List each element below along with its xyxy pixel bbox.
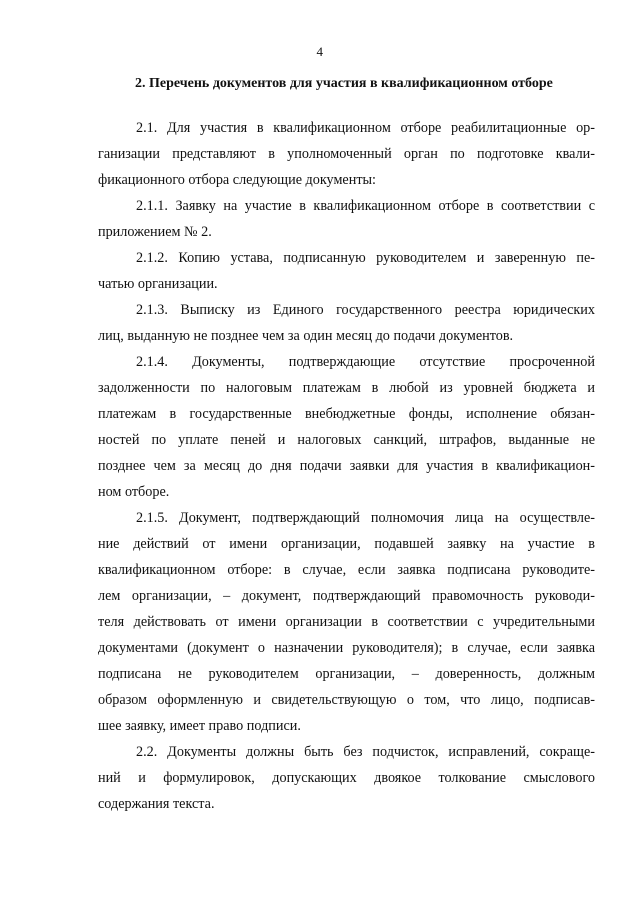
text-line: образом оформленную и свидетельствующую о том, что лицо, подписав- [98,692,595,708]
section-heading: 2. Перечень документов для участия в квалификационном отборе [135,76,553,91]
page-number: 4 [316,44,324,59]
text-line: подписана не руководителем организации, – доверенность, должным [98,666,595,682]
text-line: теля действовать от имени организации в соответствии с учредительными [98,614,595,630]
text-line: задолженности по налоговым платежам в любой из уровней бюджета и [98,380,595,396]
text-line: содержания текста. [98,796,215,812]
text-line: лем организации, – документ, подтверждающий правомочность руководи- [98,588,595,604]
text-line: 2.1.3. Выписку из Единого государственного реестра юридических [136,302,595,318]
text-line: ние действий от имени организации, подавшей заявку на участие в [98,536,595,552]
text-line: приложением № 2. [98,224,212,240]
text-line: фикационного отбора следующие документы: [98,172,376,188]
text-line: квалификационном отборе: в случае, если заявка подписана руководите- [98,562,595,578]
text-line: ний и формулировок, допускающих двоякое толкование смыслового [98,770,595,786]
text-line: позднее чем за месяц до дня подачи заявки для участия в квалификацион- [98,458,595,474]
text-line: 2.1.2. Копию устава, подписанную руководителем и заверенную пе- [136,250,595,266]
text-line: 2.1. Для участия в квалификационном отборе реабилитационные ор- [136,120,595,136]
text-line: 2.2. Документы должны быть без подчисток, исправлений, сокраще- [136,744,595,760]
text-line: лиц, выданную не позднее чем за один месяц до подачи документов. [98,328,514,344]
text-line: 2.1.4. Документы, подтверждающие отсутствие просроченной [136,354,595,370]
text-line: ностей по уплате пеней и налоговых санкций, штрафов, выданные не [98,432,595,448]
text-line: 2.1.1. Заявку на участие в квалификационном отборе в соответствии с [136,198,595,214]
text-line: документами (документ о назначении руководителя); в случае, если заявка [98,640,595,656]
text-line: шее заявку, имеет право подписи. [98,718,301,734]
text-line: 2.1.5. Документ, подтверждающий полномочия лица на осуществле- [136,510,595,526]
text-line: платежам в государственные внебюджетные фонды, исполнение обязан- [98,406,595,422]
text-line: ном отборе. [98,484,170,500]
text-line: чатью организации. [98,276,218,292]
text-line: ганизации представляют в уполномоченный орган по подготовке квали- [98,146,595,162]
